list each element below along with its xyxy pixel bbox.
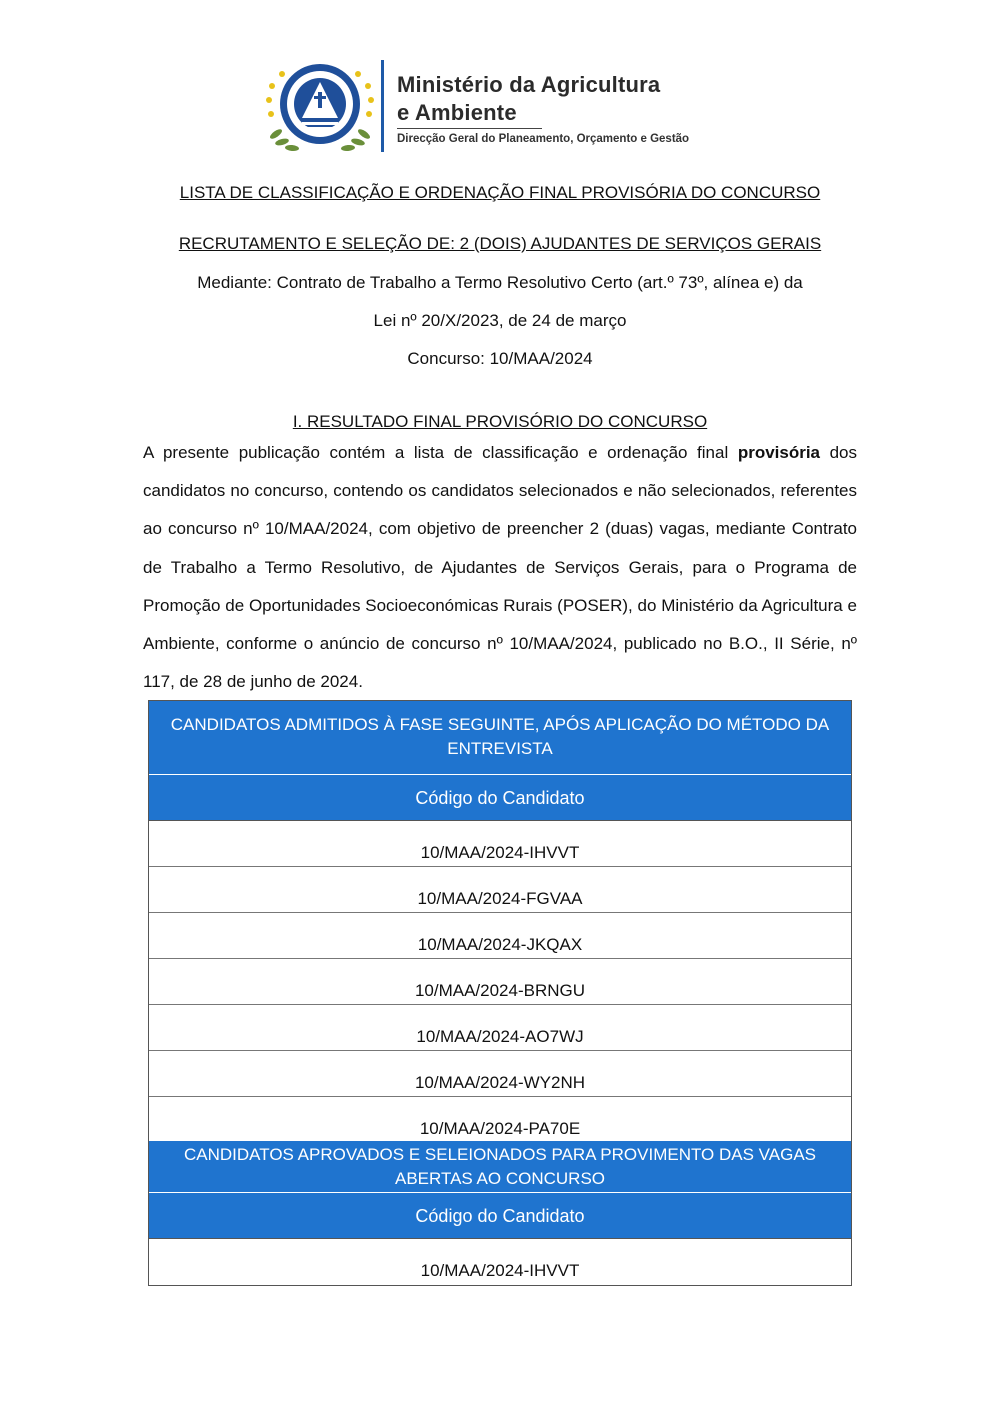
approved-candidates-table: [148, 1141, 852, 1286]
table-row: 10/MAA/2024-JKQAX: [149, 913, 851, 959]
table-row: 10/MAA/2024-FGVAA: [149, 867, 851, 913]
table-row: 10/MAA/2024-IHVVT: [420, 1261, 580, 1280]
contract-line-2: Lei nº 20/X/2023, de 24 de março: [373, 311, 627, 330]
ministry-name-line1: Ministério da Agricultura: [397, 72, 661, 97]
ministry-header: [262, 56, 732, 156]
approved-column-header: Código do Candidato: [149, 1193, 851, 1239]
approved-table-header: CANDIDATOS APROVADOS E SELEIONADOS PARA PROVIMENTO DAS VAGAS ABERTAS AO CONCURSO: [149, 1141, 851, 1193]
header-divider: [381, 60, 384, 152]
section-title: I. RESULTADO FINAL PROVISÓRIO DO CONCURSO: [292, 412, 708, 431]
document-title: LISTA DE CLASSIFICAÇÃO E ORDENAÇÃO FINAL PROVISÓRIA DO CONCURSO: [179, 183, 821, 202]
table-row: 10/MAA/2024-WY2NH: [149, 1051, 851, 1097]
contest-number: Concurso: 10/MAA/2024: [407, 349, 593, 368]
national-seal-logo: [262, 56, 378, 156]
admitted-table-header: CANDIDATOS ADMITIDOS À FASE SEGUINTE, APÓS APLICAÇÃO DO MÉTODO DA ENTREVISTA: [149, 701, 851, 775]
table-row: 10/MAA/2024-PA70E: [419, 1119, 581, 1138]
table-row: 10/MAA/2024-BRNGU: [149, 959, 851, 1005]
directorate-name: Direcção Geral do Planeamento, Orçamento e Gestão: [397, 133, 690, 145]
table-row: 10/MAA/2024-AO7WJ: [149, 1005, 851, 1051]
admitted-candidates-table: [148, 700, 852, 1143]
header-rule: [397, 128, 542, 129]
recruitment-title: RECRUTAMENTO E SELEÇÃO DE: 2 (DOIS) AJUDANTES DE SERVIÇOS GERAIS: [178, 234, 822, 253]
table-row: 10/MAA/2024-IHVVT: [149, 821, 851, 867]
intro-paragraph: A presente publicação contém a lista de classificação e ordenação final provisória dos candidatos no concurso, contendo os candidatos selecionados e não selecionados, referentes ao concurso nº 10/MAA/2024, com objetivo de preencher 2 (duas) vagas, mediante Contrato de Trabalho a Termo Resolutivo, de Ajudantes de Serviços Gerais, para o Programa de Promoção de Oportunidades Socioeconómicas Rurais (POSER), do Ministério da Agricultura e Ambiente, conforme o anúncio de concurso nº 10/MAA/2024, publicado no B.O., II Série, nº 117, de 28 de junho de 2024.: [143, 443, 857, 692]
ministry-name-line2: e Ambiente: [397, 100, 517, 125]
admitted-column-header: Código do Candidato: [149, 775, 851, 821]
contract-line-1: Mediante: Contrato de Trabalho a Termo Resolutivo Certo (art.º 73º, alínea e) da: [197, 273, 803, 292]
bold-provisoria: provisória: [737, 443, 821, 462]
